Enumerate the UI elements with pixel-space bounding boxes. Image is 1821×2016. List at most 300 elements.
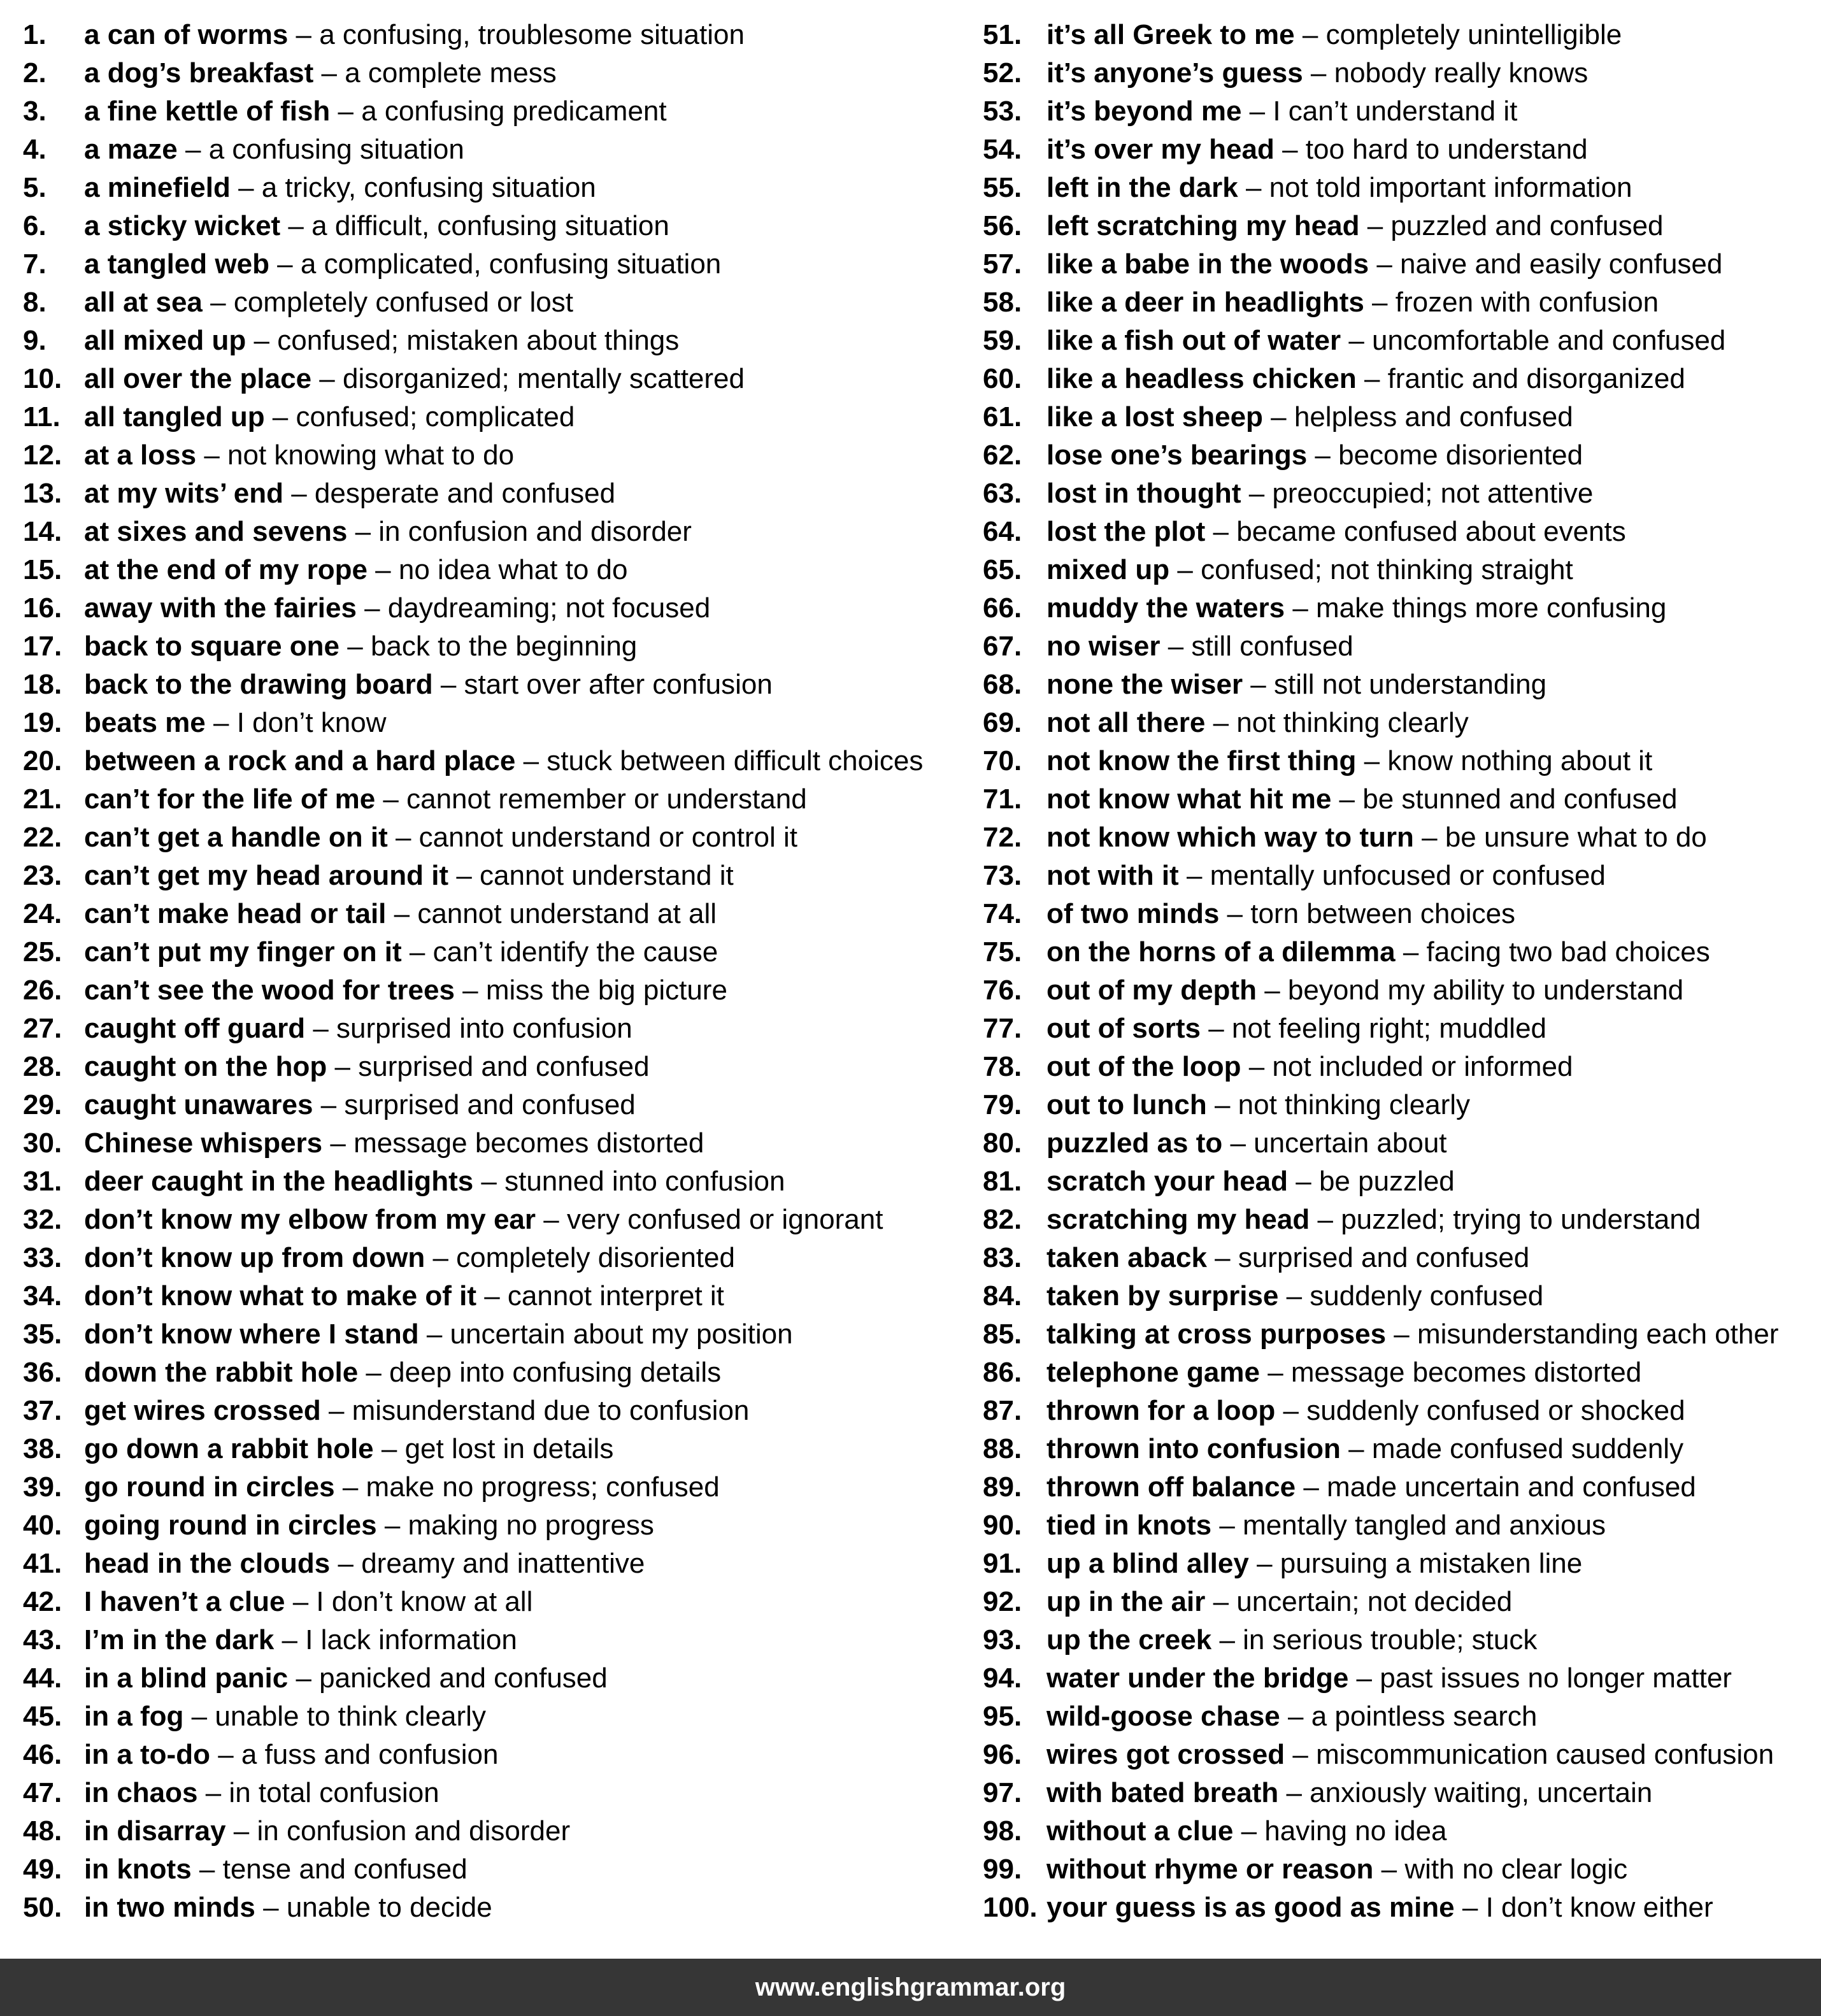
idiom-phrase: don’t know what to make of it [84,1280,476,1312]
dash-separator: – [1241,478,1273,509]
idiom-phrase: a sticky wicket [84,210,281,241]
idiom-definition: cannot interpret it [507,1280,724,1312]
idiom-phrase: in a fog [84,1701,184,1732]
idiom-definition: a tricky, confusing situation [261,172,596,203]
item-number: 20. [23,745,62,776]
item-number: 75. [983,936,1022,968]
item-number: 94. [983,1662,1022,1694]
idiom-definition: desperate and confused [314,478,616,509]
idiom-definition: be unsure what to do [1445,822,1707,853]
item-number: 95. [983,1701,1022,1732]
dash-separator: – [196,440,228,471]
item-text [84,933,718,971]
item-number: 61. [983,401,1022,433]
idiom-definition: having no idea [1264,1815,1447,1847]
dash-separator: – [283,478,315,509]
item-number: 9. [23,325,46,356]
dash-separator: – [334,1471,366,1503]
item-number: 74. [983,898,1022,929]
dash-separator: – [269,248,301,280]
item-number: 82. [983,1204,1022,1235]
dash-separator: – [1454,1892,1486,1923]
item-text [84,1583,532,1621]
dash-separator: – [274,1624,306,1655]
item-number: 83. [983,1242,1022,1273]
item-number: 97. [983,1777,1022,1808]
idiom-definition: in confusion and disorder [378,516,692,547]
item-text [84,1239,735,1277]
idiom-definition: not thinking clearly [1238,1089,1471,1120]
item-number: 78. [983,1051,1022,1082]
idiom-definition: message becomes distorted [353,1127,704,1159]
idiom-phrase: in disarray [84,1815,226,1847]
idiom-definition: a pointless search [1311,1701,1538,1732]
idiom-phrase: I’m in the dark [84,1624,275,1655]
dash-separator: – [288,1662,320,1694]
item-text [1046,704,1469,742]
item-number: 99. [983,1854,1022,1885]
idiom-phrase: in a blind panic [84,1662,289,1694]
item-text [84,513,692,551]
idiom-phrase: going round in circles [84,1510,377,1541]
idiom-definition: disorganized; mentally scattered [342,363,745,394]
item-number: 52. [983,57,1022,89]
item-text [1046,1698,1537,1736]
item-text [1046,666,1546,704]
dash-separator: – [386,898,418,929]
idiom-definition: be stunned and confused [1362,783,1678,815]
idiom-definition: misunderstand due to confusion [352,1395,750,1426]
item-text [84,742,923,780]
idiom-phrase: wires got crossed [1046,1739,1285,1770]
item-number: 58. [983,287,1022,318]
item-text [1046,1774,1652,1812]
idiom-phrase: lost in thought [1046,478,1241,509]
idiom-phrase: telephone game [1046,1357,1260,1388]
dash-separator: – [1303,57,1334,89]
dash-separator: – [1274,134,1306,165]
item-text [84,895,717,933]
item-number: 92. [983,1586,1022,1617]
item-text [1046,742,1652,780]
idiom-definition: I lack information [305,1624,517,1655]
dash-separator: – [285,1586,317,1617]
dash-separator: – [473,1166,505,1197]
idiom-definition: helpless and confused [1294,401,1573,433]
idiom-definition: confused; not thinking straight [1201,554,1573,585]
dash-separator: – [330,96,362,127]
dash-separator: – [255,1892,287,1923]
item-text [84,1698,486,1736]
item-text [84,283,573,322]
dash-separator: – [1307,440,1339,471]
item-number: 90. [983,1510,1022,1541]
idiom-phrase: it’s beyond me [1046,96,1242,127]
idiom-phrase: don’t know my elbow from my ear [84,1204,536,1235]
dash-separator: – [1241,96,1273,127]
idiom-definition: completely disoriented [456,1242,735,1273]
idiom-definition: not knowing what to do [227,440,515,471]
dash-separator: – [432,669,464,700]
idiom-definition: I don’t know at all [316,1586,533,1617]
item-text [1046,1315,1778,1354]
idiom-phrase: go round in circles [84,1471,335,1503]
idiom-phrase: not know what hit me [1046,783,1332,815]
dash-separator: – [313,1089,345,1120]
item-text [1046,1736,1774,1774]
item-number: 35. [23,1319,62,1350]
dash-separator: – [1206,1089,1238,1120]
idiom-phrase: thrown for a loop [1046,1395,1276,1426]
item-text [84,704,387,742]
idiom-definition: mentally unfocused or confused [1210,860,1606,891]
item-text [84,1659,608,1698]
idiom-phrase: not all there [1046,707,1206,738]
idiom-definition: not included or informed [1272,1051,1573,1082]
idiom-phrase: left scratching my head [1046,210,1360,241]
item-number: 53. [983,96,1022,127]
idiom-definition: completely unintelligible [1325,19,1622,50]
dash-separator: – [1205,516,1237,547]
item-text [84,475,615,513]
dash-separator: – [305,1013,337,1044]
dash-separator: – [1233,1815,1265,1847]
item-number: 98. [983,1815,1022,1847]
item-number: 29. [23,1089,62,1120]
item-text [1046,1506,1606,1545]
item-number: 87. [983,1395,1022,1426]
idiom-definition: cannot understand it [480,860,734,891]
item-number: 12. [23,440,62,471]
dash-separator: – [1178,860,1210,891]
dash-separator: – [515,745,547,776]
item-text [1046,513,1626,551]
item-number: 69. [983,707,1022,738]
item-text [84,857,734,895]
idiom-definition: I don’t know either [1485,1892,1713,1923]
item-number: 15. [23,554,62,585]
item-text [1046,1392,1685,1430]
idiom-phrase: in chaos [84,1777,198,1808]
dash-separator: – [376,1510,408,1541]
idiom-definition: deep into confusing details [389,1357,722,1388]
idiom-phrase: back to square one [84,631,340,662]
idiom-definition: miscommunication caused confusion [1316,1739,1775,1770]
item-text [1046,54,1588,92]
idiom-phrase: head in the clouds [84,1548,331,1579]
item-number: 30. [23,1127,62,1159]
dash-separator: – [1331,783,1363,815]
item-text [84,1086,636,1124]
item-text [84,971,727,1010]
idiom-definition: nobody really knows [1334,57,1589,89]
dash-separator: – [1288,1166,1319,1197]
item-text [84,551,627,589]
item-number: 2. [23,57,46,89]
idiom-phrase: taken aback [1046,1242,1207,1273]
item-text [1046,1889,1713,1927]
dash-separator: – [264,401,296,433]
item-text [1046,169,1632,207]
dash-separator: – [1413,822,1445,853]
dash-separator: – [1294,19,1326,50]
idiom-definition: not feeling right; muddled [1231,1013,1547,1044]
dash-separator: – [1369,248,1401,280]
idiom-definition: be puzzled [1318,1166,1455,1197]
idiom-phrase: don’t know where I stand [84,1319,419,1350]
dash-separator: – [1341,325,1373,356]
idiom-phrase: at my wits’ end [84,478,283,509]
idiom-definition: completely confused or lost [233,287,573,318]
item-number: 3. [23,96,46,127]
idiom-phrase: talking at cross purposes [1046,1319,1387,1350]
idiom-phrase: go down a rabbit hole [84,1433,374,1464]
item-number: 32. [23,1204,62,1235]
dash-separator: – [311,363,343,394]
item-number: 33. [23,1242,62,1273]
dash-separator: – [356,592,388,624]
item-text [84,1354,721,1392]
idiom-phrase: at sixes and sevens [84,516,348,547]
dash-separator: – [425,1242,457,1273]
dash-separator: – [1348,1662,1380,1694]
dash-separator: – [197,1777,229,1808]
item-number: 79. [983,1089,1022,1120]
item-number: 31. [23,1166,62,1197]
idiom-definition: in serious trouble; stuck [1243,1624,1538,1655]
idiom-definition: making no progress [408,1510,654,1541]
idiom-definition: still not understanding [1274,669,1547,700]
dash-separator: – [1285,592,1317,624]
idiom-definition: unable to think clearly [215,1701,486,1732]
idiom-definition: uncertain; not decided [1236,1586,1513,1617]
idiom-definition: not thinking clearly [1236,707,1469,738]
item-number: 37. [23,1395,62,1426]
item-text [84,322,679,360]
item-text [84,1010,632,1048]
dash-separator: – [1296,1471,1327,1503]
idiom-phrase: puzzled as to [1046,1127,1223,1159]
idiom-phrase: thrown off balance [1046,1471,1296,1503]
item-number: 19. [23,707,62,738]
item-number: 86. [983,1357,1022,1388]
item-text [1046,1583,1512,1621]
idiom-definition: daydreaming; not focused [387,592,711,624]
item-number: 22. [23,822,62,853]
dash-separator: – [230,172,262,203]
item-text [1046,398,1573,436]
dash-separator: – [1205,1586,1237,1617]
idiom-definition: naive and easily confused [1400,248,1723,280]
idiom-definition: uncertain about [1253,1127,1447,1159]
dash-separator: – [476,1280,508,1312]
item-text [84,1850,468,1889]
idiom-definition: a complete mess [345,57,557,89]
item-text [84,1430,613,1468]
idiom-definition: miss the big picture [485,975,727,1006]
item-text [1046,819,1707,857]
item-text [1046,1239,1529,1277]
idiom-definition: get lost in details [404,1433,614,1464]
idiom-definition: past issues no longer matter [1380,1662,1732,1694]
dash-separator: – [1310,1204,1341,1235]
dash-separator: – [280,210,312,241]
idiom-phrase: none the wiser [1046,669,1243,700]
idiom-phrase: like a headless chicken [1046,363,1357,394]
idiom-definition: surprised and confused [358,1051,650,1082]
item-text [1046,245,1722,283]
idiom-definition: make things more confusing [1316,592,1667,624]
item-number: 1. [23,19,46,50]
dash-separator: – [1356,745,1388,776]
footer-website-text: www.englishgrammar.org [755,1973,1066,2001]
item-text [1046,1430,1683,1468]
idiom-phrase: caught on the hop [84,1051,327,1082]
idiom-definition: confused; complicated [296,401,575,433]
idiom-phrase: lose one’s bearings [1046,440,1308,471]
dash-separator: – [210,1739,241,1770]
dash-separator: – [183,1701,215,1732]
item-text [84,54,557,92]
item-number: 60. [983,363,1022,394]
item-text [84,1315,793,1354]
idiom-phrase: not know the first thing [1046,745,1357,776]
dash-separator: – [1169,554,1201,585]
item-text [1046,1545,1582,1583]
idiom-phrase: like a babe in the woods [1046,248,1369,280]
dash-separator: – [339,631,371,662]
idiom-definition: confused; mistaken about things [277,325,680,356]
idiom-phrase: all at sea [84,287,203,318]
item-number: 40. [23,1510,62,1541]
dash-separator: – [1243,669,1274,700]
dash-separator: – [246,325,278,356]
idiom-phrase: like a lost sheep [1046,401,1263,433]
idiom-definition: still confused [1191,631,1353,662]
item-number: 100. [983,1892,1038,1923]
item-text [84,1506,654,1545]
item-number: 54. [983,134,1022,165]
item-text [84,627,637,666]
idiom-definition: in confusion and disorder [257,1815,571,1847]
idiom-definition: cannot remember or understand [406,783,807,815]
idiom-phrase: like a deer in headlights [1046,287,1364,318]
idiom-phrase: caught unawares [84,1089,313,1120]
item-number: 51. [983,19,1022,50]
item-number: 39. [23,1471,62,1503]
idiom-phrase: lost the plot [1046,516,1206,547]
dash-separator: – [1364,287,1396,318]
dash-separator: – [1211,1510,1243,1541]
idiom-phrase: away with the fairies [84,592,357,624]
idiom-phrase: can’t for the life of me [84,783,376,815]
dash-separator: – [1373,1854,1405,1885]
item-text [1046,16,1622,54]
idiom-definition: stuck between difficult choices [546,745,924,776]
idiom-phrase: taken by surprise [1046,1280,1279,1312]
item-text [84,1736,499,1774]
idiom-definition: surprised into confusion [336,1013,632,1044]
item-number: 71. [983,783,1022,815]
idiom-phrase: can’t get my head around it [84,860,449,891]
idiom-definition: suddenly confused or shocked [1306,1395,1685,1426]
item-text [1046,627,1353,666]
idiom-phrase: a dog’s breakfast [84,57,314,89]
idiom-definition: panicked and confused [319,1662,608,1694]
dash-separator: – [1222,1127,1254,1159]
idiom-definition: start over after confusion [464,669,773,700]
idiom-phrase: up a blind alley [1046,1548,1249,1579]
idiom-phrase: back to the drawing board [84,669,433,700]
item-number: 25. [23,936,62,968]
idiom-phrase: don’t know up from down [84,1242,425,1273]
item-number: 41. [23,1548,62,1579]
item-number: 73. [983,860,1022,891]
dash-separator: – [1248,1548,1280,1579]
item-text [84,436,514,475]
idiom-phrase: with bated breath [1046,1777,1279,1808]
item-number: 36. [23,1357,62,1388]
idiom-phrase: can’t make head or tail [84,898,387,929]
item-text [1046,1812,1447,1850]
item-number: 62. [983,440,1022,471]
item-text [84,1774,439,1812]
item-number: 59. [983,325,1022,356]
item-number: 65. [983,554,1022,585]
dash-separator: – [322,1127,354,1159]
idiom-phrase: I haven’t a clue [84,1586,285,1617]
item-text [1046,131,1588,169]
idiom-phrase: deer caught in the headlights [84,1166,474,1197]
idiom-phrase: a fine kettle of fish [84,96,331,127]
idiom-definition: I don’t know [236,707,387,738]
idiom-definition: anxiously waiting, uncertain [1310,1777,1653,1808]
idiom-phrase: not with it [1046,860,1179,891]
idiom-definition: with no clear logic [1404,1854,1628,1885]
idiom-definition: cannot understand at all [417,898,717,929]
idiom-phrase: Chinese whispers [84,1127,323,1159]
item-text [1046,475,1593,513]
item-text [84,780,807,819]
idiom-definition: become disoriented [1338,440,1583,471]
idiom-definition: tense and confused [222,1854,468,1885]
item-number: 42. [23,1586,62,1617]
dash-separator: – [330,1548,362,1579]
item-number: 43. [23,1624,62,1655]
dash-separator: – [1395,936,1427,968]
dash-separator: – [191,1854,223,1885]
item-text [1046,322,1725,360]
item-text [84,819,797,857]
idiom-definition: a confusing predicament [361,96,667,127]
idiom-phrase: wild-goose chase [1046,1701,1280,1732]
idiom-definition: not told important information [1269,172,1632,203]
item-number: 85. [983,1319,1022,1350]
idiom-definition: frantic and disorganized [1387,363,1685,394]
dash-separator: – [1340,1433,1372,1464]
item-number: 80. [983,1127,1022,1159]
dash-separator: – [327,1051,359,1082]
item-text [84,92,667,131]
item-text [1046,1621,1537,1659]
idiom-phrase: out of sorts [1046,1013,1201,1044]
idiom-definition: misunderstanding each other [1417,1319,1779,1350]
dash-separator: – [375,783,407,815]
item-text [84,1468,720,1506]
item-text [84,131,464,169]
idiom-definition: frozen with confusion [1395,287,1659,318]
item-text [1046,933,1710,971]
